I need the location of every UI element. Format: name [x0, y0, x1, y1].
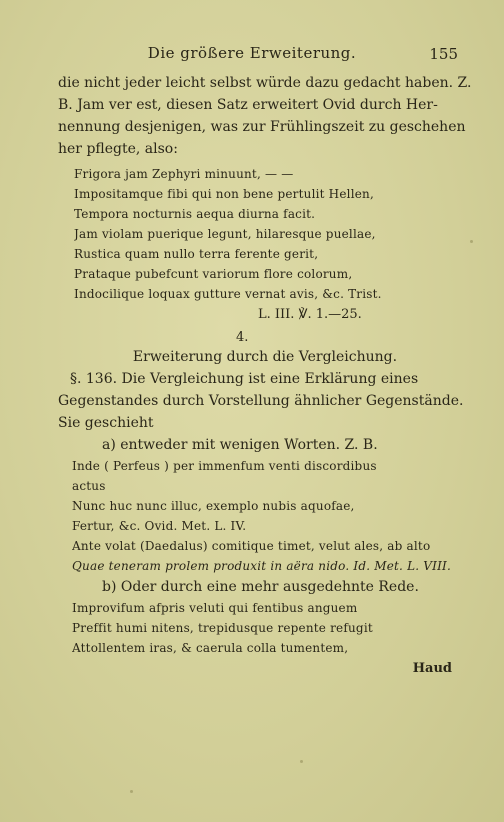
verse-line: Fertur, &c. Ovid. Met. L. IV.	[72, 519, 247, 533]
paragraph-1	[58, 72, 472, 160]
verse-line: Indocilique loquax gutture vernat avis, &c. Trist.	[74, 287, 382, 301]
subpoint-a: a) entweder mit wenigen Worten. Z. B.	[102, 437, 378, 453]
verse-line: Ante volat (Daedalus) comitique timet, velut ales, ab alto	[72, 539, 431, 553]
running-head: Die größere Erweiterung.	[147, 44, 357, 62]
text-line: Gegenstandes durch Vorstellung ähnlicher Gegenstände.	[58, 393, 464, 409]
verse-line: Jam violam puerique legunt, hilaresque puellae,	[74, 227, 376, 241]
page-number: 155	[429, 45, 458, 63]
paper-speck	[470, 240, 473, 243]
verse-line: Preffit humi nitens, trepidusque repente refugit	[72, 621, 373, 635]
verse-line: Frigora jam Zephyri minuunt, — —	[74, 167, 294, 181]
text-line: Sie geschieht	[58, 415, 154, 431]
verse-line: Quae teneram prolem produxit in aëra nido. Id. Met. L. VIII.	[72, 559, 451, 573]
paper-speck	[130, 790, 133, 793]
verse-line: Tempora nocturnis aequa diurna facit.	[74, 207, 316, 221]
section-heading: Erweiterung durch die Vergleichung.	[132, 349, 398, 365]
page-header	[0, 44, 504, 64]
text-line: die nicht jeder leicht selbst würde dazu gedacht haben. Z.	[58, 75, 472, 91]
catchword: Haud	[412, 661, 452, 676]
latin-quote-2	[72, 456, 472, 576]
text-line: her pflegte, also:	[58, 141, 178, 157]
verse-line: Rustica quam nullo terra ferente gerit,	[74, 247, 319, 261]
verse-line: Inde ( Perfeus ) per immenfum venti discordibus	[72, 459, 377, 473]
text-line: §. 136. Die Vergleichung ist eine Erklärung eines	[70, 371, 419, 387]
text-line: B. Jam ver est, diesen Satz erweitert Ovid durch Her-	[58, 97, 438, 113]
verse-line: Impositamque fibi qui non bene pertulit Hellen,	[74, 187, 374, 201]
latin-quote-3	[72, 598, 472, 658]
verse-line: Prataque pubefcunt variorum flore colorum,	[74, 267, 353, 281]
verse-line: Attollentem iras, & caerula colla tumentem,	[72, 641, 349, 655]
latin-quote-1	[74, 164, 472, 304]
verse-line: Nunc huc nunc illuc, exemplo nubis aquofae,	[72, 499, 355, 513]
paragraph-2	[58, 368, 472, 434]
citation-reference: L. III. ℣. 1.—25.	[258, 307, 362, 322]
section-number: 4.	[236, 330, 249, 345]
subpoint-b: b) Oder durch eine mehr ausgedehnte Rede.	[102, 579, 419, 595]
verse-line: Improvifum afpris veluti qui fentibus anguem	[72, 601, 358, 615]
paper-speck	[300, 760, 303, 763]
text-line: nennung desjenigen, was zur Frühlingszeit zu geschehen	[58, 119, 466, 135]
page-body	[58, 72, 472, 680]
verse-line: actus	[72, 479, 106, 493]
